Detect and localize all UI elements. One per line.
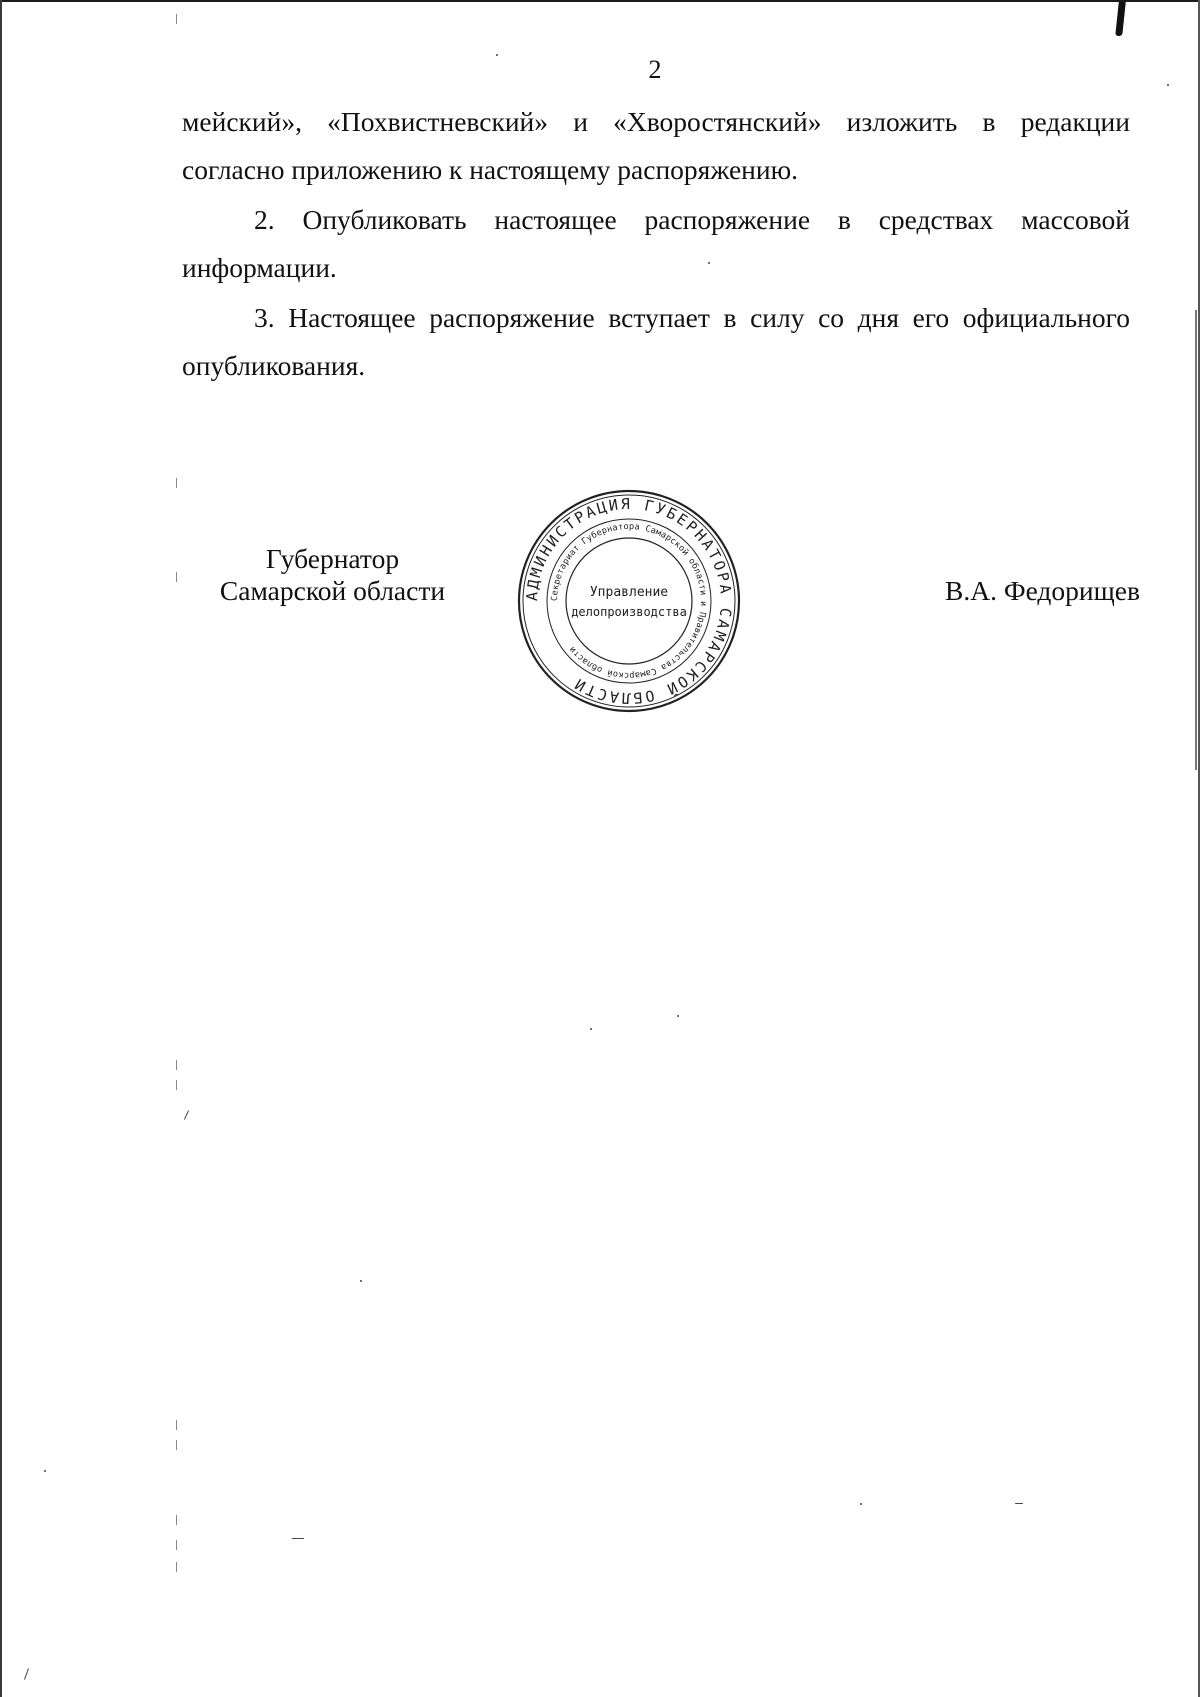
seal-graphic [514,486,744,716]
seal-center-line-1: Управление [589,585,669,600]
paragraph-1-line-1: мейский», «Похвистневский» и «Хворостянский» изложить в редакции [182,106,1130,137]
seal-outer-inscription: АДМИНИСТРАЦИЯ ГУБЕРНАТОРА САМАРСКОЙ ОБЛАСТИ [522,494,736,708]
seal-inner-ring [566,538,692,664]
signatory-position-line-2: Самарской области [219,575,446,606]
paragraph-1-line-2: согласно приложению к настоящему распоряжению. [182,154,799,185]
scan-artifact [176,1562,177,1572]
scan-artifact [1015,1503,1023,1504]
document-body [182,98,1130,390]
seal-inner-inscription: Секретариат Губернатора Самарской области и Правительства Самарской области [549,521,709,681]
scan-artifact [176,1420,177,1430]
scan-artifact [176,14,177,24]
signatory-position-line-1: Губернатор [265,543,400,574]
scan-artifact [590,1028,592,1030]
scan-artifact [44,1470,46,1472]
scan-artifact [176,1540,177,1550]
scan-artifact [24,1668,29,1680]
scan-artifact [176,1080,177,1090]
scan-edge-right-shadow [1195,310,1197,770]
page-number: 2 [648,55,662,84]
signatory-name: В.А. Федорищев [945,575,1140,606]
scan-artifact [677,1015,679,1017]
seal-center-line-2: делопроизводства [571,605,687,619]
scan-artifact [860,1503,862,1505]
scan-edge-top [0,0,1200,2]
scan-artifact [184,1110,189,1119]
scan-artifact [292,1538,304,1539]
signatory-position [190,543,475,607]
scan-artifact [176,1515,177,1525]
official-seal-stamp [514,486,744,716]
scan-artifact [360,1280,362,1282]
scan-artifact [1167,84,1169,86]
paragraph-3: 3. Настоящее распоряжение вступает в силу со дня его официального опубликования. [182,302,1130,381]
scan-artifact [176,1060,177,1070]
scan-artifact [176,572,177,582]
scan-artifact [496,54,498,56]
seal-middle-ring [547,519,711,683]
scan-artifact [176,478,177,488]
scan-corner-mark [1115,2,1126,36]
paragraph-2: 2. Опубликовать настоящее распоряжение в средствах массовой информации. [182,204,1130,283]
scan-edge-left [0,0,2,1697]
scan-artifact [176,1440,177,1450]
